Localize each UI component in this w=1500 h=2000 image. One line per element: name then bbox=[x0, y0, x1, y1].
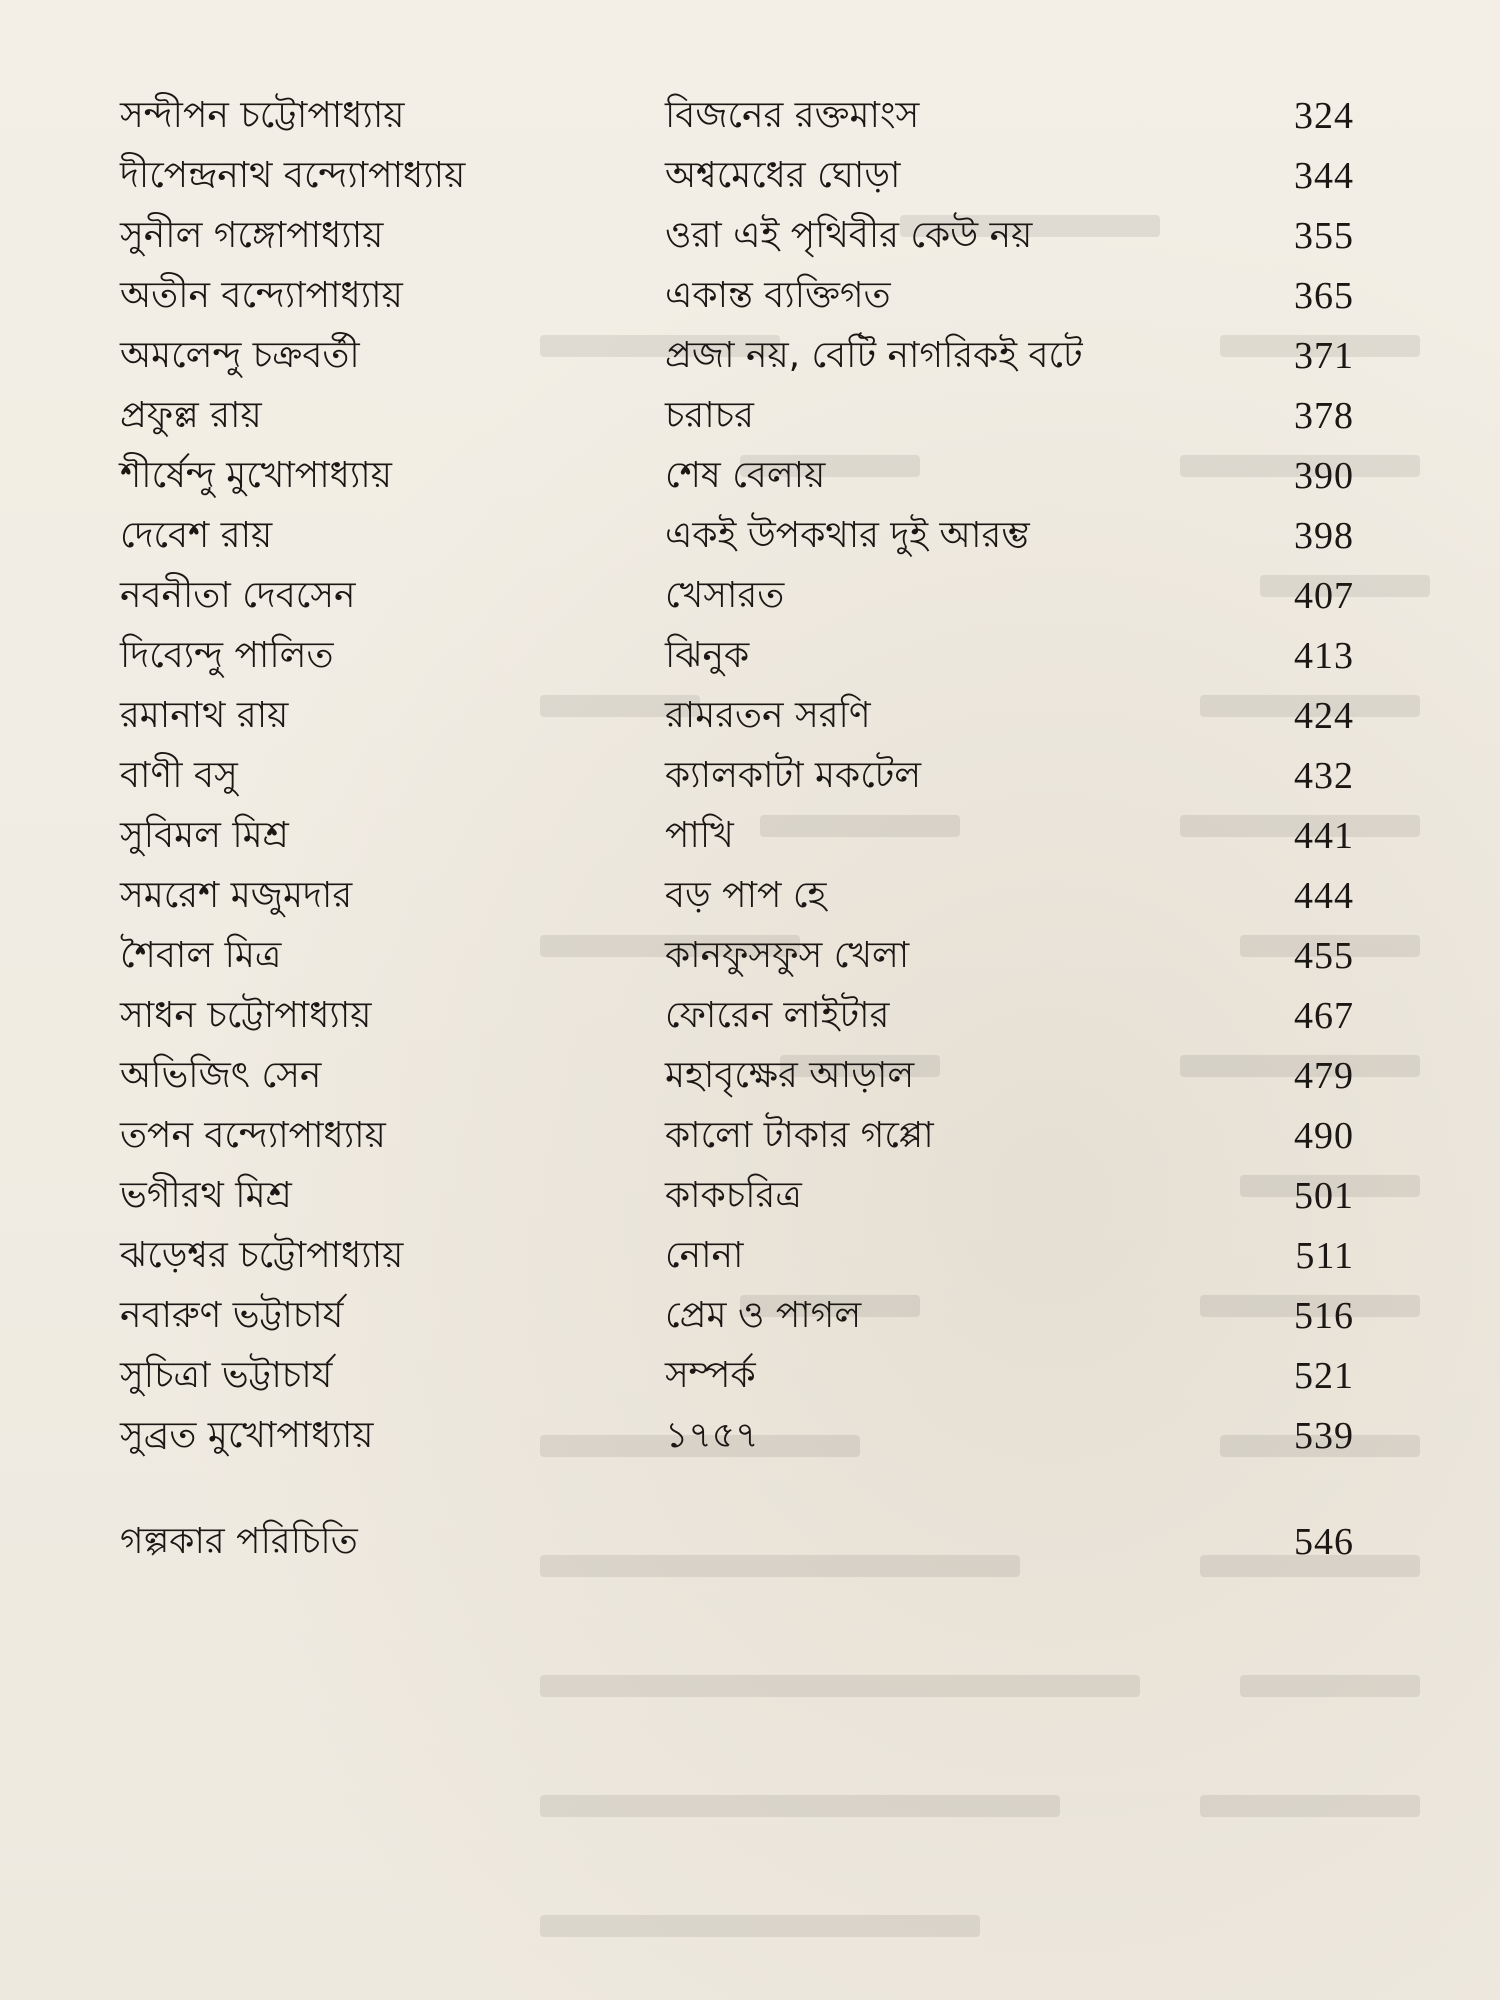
toc-story-title: রামরতন সরণি bbox=[665, 695, 871, 736]
toc-page-number: 455 bbox=[1294, 935, 1354, 977]
toc-story-title: ক্যালকাটা মকটেল bbox=[665, 755, 922, 796]
toc-author: নবনীতা দেবসেন bbox=[120, 575, 356, 616]
toc-entry bbox=[0, 1346, 1500, 1406]
toc-story-title: মহাবৃক্ষের আড়াল bbox=[665, 1055, 915, 1096]
toc-page-number: 355 bbox=[1294, 215, 1354, 257]
toc-story-title: একান্ত ব্যক্তিগত bbox=[665, 275, 891, 316]
toc-author: দীপেন্দ্রনাথ বন্দ্যোপাধ্যায় bbox=[120, 155, 466, 196]
toc-appendix-entry bbox=[0, 1512, 1500, 1572]
toc-page-number: 365 bbox=[1294, 275, 1354, 317]
toc-page-number: 479 bbox=[1294, 1055, 1354, 1097]
toc-story-title: কাকচরিত্র bbox=[665, 1175, 802, 1216]
toc-author: সুচিত্রা ভট্টাচার্য bbox=[120, 1355, 333, 1396]
toc-entry bbox=[0, 86, 1500, 146]
toc-author: সমরেশ মজুমদার bbox=[120, 875, 353, 916]
toc-entry bbox=[0, 206, 1500, 266]
toc-author: সুব্রত মুখোপাধ্যায় bbox=[120, 1415, 374, 1456]
toc-story-title: সম্পর্ক bbox=[665, 1355, 756, 1396]
toc-author: বাণী বসু bbox=[120, 755, 238, 796]
toc-entry bbox=[0, 1286, 1500, 1346]
toc-page-number: 432 bbox=[1294, 755, 1354, 797]
toc-story-title: চরাচর bbox=[665, 395, 754, 436]
toc-author: শৈবাল মিত্র bbox=[120, 935, 282, 976]
toc-story-title: নোনা bbox=[665, 1235, 744, 1276]
toc-page-number: 444 bbox=[1294, 875, 1354, 917]
toc-page-number: 378 bbox=[1294, 395, 1354, 437]
toc-page-number: 344 bbox=[1294, 155, 1354, 197]
toc-page-number: 539 bbox=[1294, 1415, 1354, 1457]
toc-page-number: 371 bbox=[1294, 335, 1354, 377]
toc-page-number: 546 bbox=[1294, 1521, 1354, 1563]
toc-entry bbox=[0, 1046, 1500, 1106]
toc-story-title: বিজনের রক্তমাংস bbox=[665, 95, 920, 136]
toc-story-title: প্রেম ও পাগল bbox=[665, 1295, 862, 1336]
toc-entry bbox=[0, 506, 1500, 566]
toc-story-title: খেসারত bbox=[665, 575, 785, 616]
toc-author: সাধন চট্টোপাধ্যায় bbox=[120, 995, 372, 1036]
toc-entry bbox=[0, 566, 1500, 626]
toc-entry bbox=[0, 926, 1500, 986]
toc-story-title: কালো টাকার গপ্পো bbox=[665, 1115, 934, 1156]
toc-page-number: 501 bbox=[1294, 1175, 1354, 1217]
toc-page-number: 511 bbox=[1295, 1235, 1354, 1277]
toc-entry bbox=[0, 1406, 1500, 1466]
toc-author: সন্দীপন চট্টোপাধ্যায় bbox=[120, 95, 405, 136]
toc-page-number: 398 bbox=[1294, 515, 1354, 557]
toc-story-title: ১৭৫৭ bbox=[665, 1415, 759, 1456]
toc-page-number: 424 bbox=[1294, 695, 1354, 737]
toc-story-title: শেষ বেলায় bbox=[665, 455, 826, 496]
toc-story-title: ওরা এই পৃথিবীর কেউ নয় bbox=[665, 215, 1033, 256]
toc-page-number: 516 bbox=[1294, 1295, 1354, 1337]
toc-entry bbox=[0, 146, 1500, 206]
toc-page-number: 413 bbox=[1294, 635, 1354, 677]
toc-page-number: 490 bbox=[1294, 1115, 1354, 1157]
toc-story-title: বড় পাপ হে bbox=[665, 875, 827, 916]
toc-entry bbox=[0, 446, 1500, 506]
toc-author: প্রফুল্ল রায় bbox=[120, 395, 262, 436]
toc-author: সুনীল গঙ্গোপাধ্যায় bbox=[120, 215, 384, 256]
toc-page-number: 441 bbox=[1294, 815, 1354, 857]
toc-author: দিব্যেন্দু পালিত bbox=[120, 635, 334, 676]
toc-story-title: অশ্বমেধের ঘোড়া bbox=[665, 155, 901, 196]
toc-author: অতীন বন্দ্যোপাধ্যায় bbox=[120, 275, 403, 316]
toc-page-number: 324 bbox=[1294, 95, 1354, 137]
toc-author: অমলেন্দু চক্রবর্তী bbox=[120, 335, 360, 376]
toc-author: শীর্ষেন্দু মুখোপাধ্যায় bbox=[120, 455, 392, 496]
toc-entry bbox=[0, 806, 1500, 866]
toc-story-title: একই উপকথার দুই আরম্ভ bbox=[665, 515, 1030, 556]
toc-entry bbox=[0, 986, 1500, 1046]
toc-entry bbox=[0, 326, 1500, 386]
toc-entry bbox=[0, 266, 1500, 326]
toc-author: ভগীরথ মিশ্র bbox=[120, 1175, 292, 1216]
toc-story-title: পাখি bbox=[665, 815, 734, 856]
toc-story-title: কানফুসফুস খেলা bbox=[665, 935, 910, 976]
toc-entry bbox=[0, 1226, 1500, 1286]
toc-page-number: 521 bbox=[1294, 1355, 1354, 1397]
toc-author: অভিজিৎ সেন bbox=[120, 1055, 322, 1096]
toc-story-title: প্রজা নয়, বেটি নাগরিকই বটে bbox=[665, 335, 1083, 376]
toc-author: দেবেশ রায় bbox=[120, 515, 273, 556]
toc-story-title: ঝিনুক bbox=[665, 635, 750, 676]
toc-page-number: 407 bbox=[1294, 575, 1354, 617]
toc-appendix-label: গল্পকার পরিচিতি bbox=[120, 1521, 358, 1562]
toc-author: তপন বন্দ্যোপাধ্যায় bbox=[120, 1115, 386, 1156]
toc-author: ঝড়েশ্বর চট্টোপাধ্যায় bbox=[120, 1235, 404, 1276]
toc-story-title: ফোরেন লাইটার bbox=[665, 995, 890, 1036]
toc-entry bbox=[0, 386, 1500, 446]
toc-author: নবারুণ ভট্টাচার্য bbox=[120, 1295, 344, 1336]
toc-entry bbox=[0, 1166, 1500, 1226]
toc-entry bbox=[0, 686, 1500, 746]
toc-author: রমানাথ রায় bbox=[120, 695, 289, 736]
toc-entry bbox=[0, 1106, 1500, 1166]
toc-entry bbox=[0, 746, 1500, 806]
toc-page-number: 467 bbox=[1294, 995, 1354, 1037]
toc-author: সুবিমল মিশ্র bbox=[120, 815, 289, 856]
toc-entry bbox=[0, 626, 1500, 686]
toc-page-number: 390 bbox=[1294, 455, 1354, 497]
toc-entry bbox=[0, 866, 1500, 926]
